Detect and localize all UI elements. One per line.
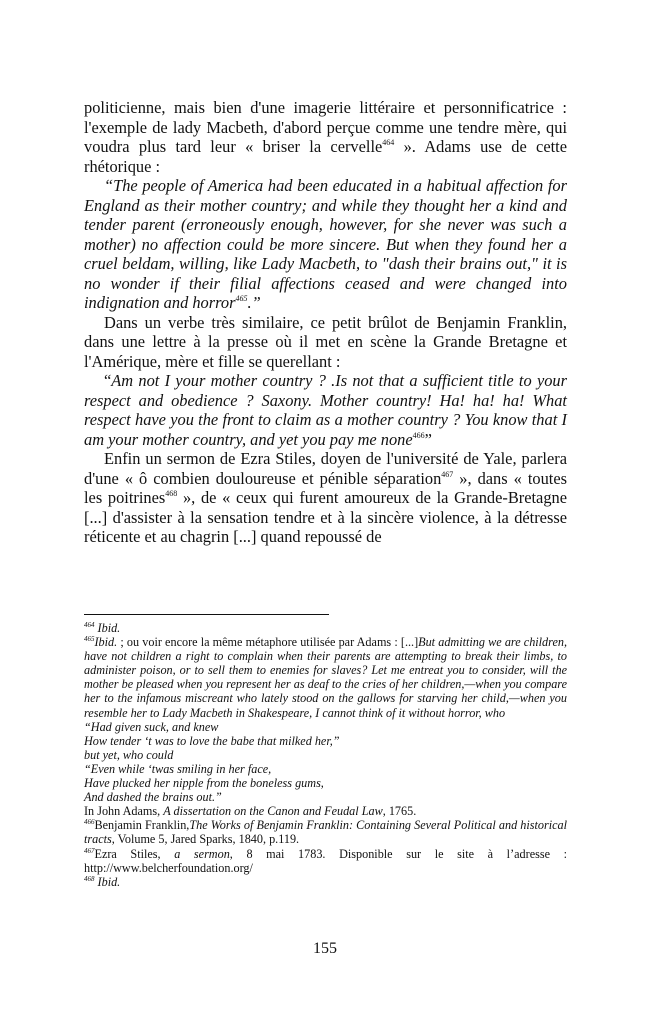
footnote-ref-467[interactable]: 467 <box>441 469 454 479</box>
quote-adams: “The people of America had been educated in a habitual affection for England as their mother country; and while they thought her a kind and tender parent (erroneously enough, however, for she never was such a mother) no affection could be more sincere. But when they found her a cruel beldam, willing, like Lady Macbeth, to "dash their brains out," it is no wonder if their filial affections ceased and were changed into indignation and horror$^{465}$.” <box>84 176 567 312</box>
footnote-464: $^{464}$ Ibid. <box>84 621 121 635</box>
paragraph-stiles: Enfin un sermon de Ezra Stiles, doyen de l'université de Yale, parlera d'une « ô combien douloureuse et pénible séparation$^{467}$ », dans « toutes les poitrines$^{468}$ », de « ceux qui furent amoureux de la Grande-Bretagne [...] d'assister à la sensation tendre et à la sincère violence, à la détresse réticente et au chagrin [...] quand repoussé de <box>84 449 567 546</box>
paragraph-franklin: Dans un verbe très similaire, ce petit brûlot de Benjamin Franklin, dans une lettre à la presse où il met en scène la Grande Bretagne et l'Amérique, mère et fille se querellant : <box>84 312 567 371</box>
footnote-separator <box>84 614 329 615</box>
footnote-ref-464[interactable]: 464 <box>382 138 395 147</box>
footnote-ref-468[interactable]: 468 <box>165 489 178 498</box>
footnote-ref-466[interactable]: 466 <box>412 430 425 440</box>
footnote-466: $^{466}$Benjamin Franklin,The Works of Benjamin Franklin: Containing Several Political and historical tracts, Volume 5, Jared Sparks, 1840, p.119. <box>84 818 567 847</box>
footnotes <box>84 621 567 889</box>
footnote-ref-465[interactable]: 465 <box>235 294 248 303</box>
footnote-465-source: In John Adams, A dissertation on the Canon and Feudal Law, 1765. <box>84 804 417 819</box>
page-body <box>84 98 567 547</box>
footnote-465: $^{465}$Ibid. ; ou voir encore la même métaphore utilisée par Adams : [...]But admitting we are children, have not children a right to complain when their parents are attempting to break their limbs, to administer poison, or to sell them to enemies for slaves? Let me entreat you to consider, will the mother be pleased when you represent her as deaf to the cries of her children,—when you compare her to the infamous miscreant who lately stood on the gallows for starving her child,—when you resemble her to Lady Macbeth in Shakespeare, I cannot think of it without horror, who <box>84 635 567 720</box>
quote-franklin: “Am not I your mother country ? .Is not that a sufficient title to your respect and obedience ? Saxony. Mother country! Ha! ha! ha! What respect have you the front to claim as a mother country ? You know that I am your mother country, and yet you pay me none$^{466}$” <box>84 371 567 449</box>
paragraph-intro: politicienne, mais bien d'une imagerie littéraire et personnificatrice : l'exemple de lady Macbeth, d'abord perçue comme une tendre mère, qui voudra plus tard leur « briser la cervelle$^{464}$ ». Adams use de cette rhétorique : <box>84 98 567 176</box>
page-number: 155 <box>313 940 337 957</box>
footnote-468: $^{468}$ Ibid. <box>84 874 121 889</box>
footnote-465-verse: “Had given suck, and knew How tender ‘t was to love the babe that milked her,” but yet, who could “Even while ‘twas smiling in her face, Have plucked her nipple from the boneless gums, And dashed the brains out.” <box>84 719 340 805</box>
footnote-467: $^{467}$Ezra Stiles, a sermon, 8 mai 1783. Disponible sur le site à l’adresse : http://www.belcherfoundation.org/ <box>84 846 567 875</box>
